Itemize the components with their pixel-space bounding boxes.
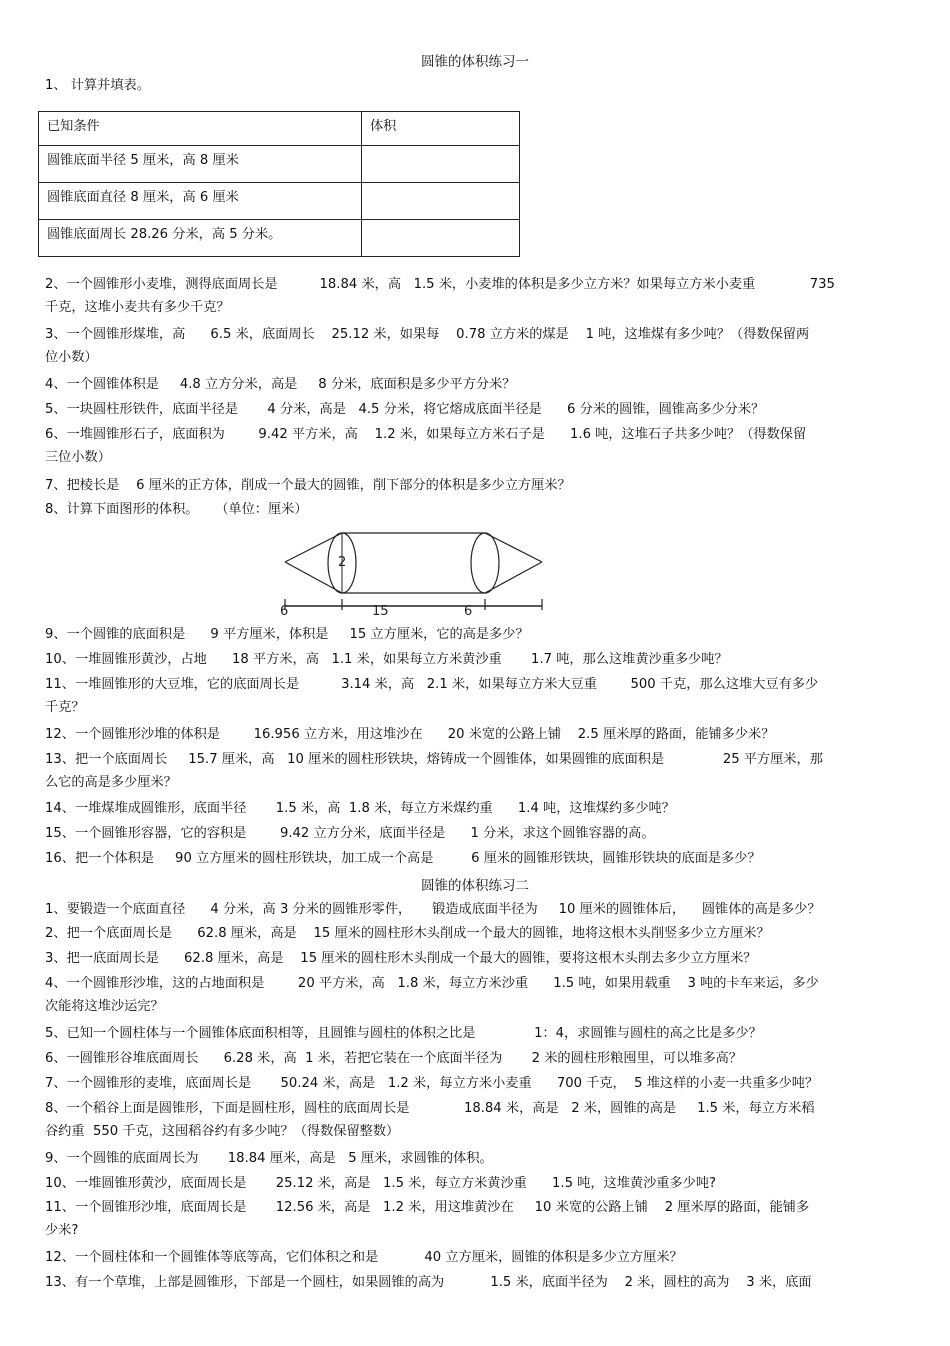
radius-label: 2: [338, 555, 347, 570]
question-4: 4、一个圆锥形沙堆，这的占地面积是 20 平方米，高 1.8 米，每立方米沙重 1.5 吨，如果用载重 3 吨的卡车来运，多少: [45, 976, 819, 991]
question-6: 6、一圆锥形谷堆底面周长 6.28 米，高 1 米，若把它装在一个底面半径为 2 米的圆柱形粮囤里，可以堆多高？: [45, 1051, 743, 1066]
question-5: 5、一块圆柱形铁件，底面半径是 4 分米，高是 4.5 分米，将它熔成底面半径是 6 分米的圆锥，圆锥高多少分米？: [45, 402, 765, 417]
question-6-cont: 三位小数）: [45, 450, 111, 465]
question-11-cont: 千克？: [45, 700, 85, 715]
table-cell-condition: 圆锥底面半径 5 厘米，高 8 厘米: [39, 146, 362, 183]
question-2: 2、把一个底面周长是 62.8 厘米，高是 15 厘米的圆柱形木头削成一个最大的圆锥，地将这根木头削竖多少立方厘米？: [45, 926, 770, 941]
question-3: 3、一个圆锥形煤堆，高 6.5 米，底面周长 25.12 米，如果每 0.78 立方米的煤是 1 吨，这堆煤有多少吨？（得数保留两: [45, 327, 810, 342]
question-13-cont: 么它的高是多少厘米？: [45, 775, 177, 790]
question-9: 9、一个圆锥的底面积是 9 平方厘米，体积是 15 立方厘米，它的高是多少？: [45, 627, 529, 642]
table-cell-condition: 圆锥底面直径 8 厘米，高 6 厘米: [39, 183, 362, 220]
right-cone-edge-bottom: [485, 562, 542, 593]
question-11: 11、一个圆锥形沙堆，底面周长是 12.56 米，高是 1.2 米，用这堆黄沙在 10 米宽的公路上铺 2 厘米厚的路面，能铺多: [45, 1200, 810, 1215]
question-16: 16、把一个体积是 90 立方厘米的圆柱形铁块，加工成一个高是 6 厘米的圆锥形铁块，圆锥形铁块的底面是多少？: [45, 851, 761, 866]
question-4: 4、一个圆锥体积是 4.8 立方分米，高是 8 分米，底面积是多少平方分米？: [45, 377, 516, 392]
question-8: 8、一个稻谷上面是圆锥形，下面是圆柱形，圆柱的底面周长是 18.84 米，高是 2 米，圆锥的高是 1.5 米，每立方米稻: [45, 1101, 815, 1116]
question-4-cont: 次能将这堆沙运完？: [45, 999, 164, 1014]
question-13: 13、把一个底面周长 15.7 厘米，高 10 厘米的圆柱形铁块，熔铸成一个圆锥体，如果圆锥的底面积是 25 平方厘米，那: [45, 752, 823, 767]
question-7: 7、一个圆锥形的麦堆，底面周长是 50.24 米，高是 1.2 米，每立方米小麦重 700 千克， 5 堆这样的小麦一共重多少吨？: [45, 1076, 819, 1091]
right-length-label: 6: [464, 604, 473, 618]
section-title: 圆锥的体积练习二: [421, 878, 529, 894]
question-7: 7、把棱长是 6 厘米的正方体，削成一个最大的圆锥，削下部分的体积是多少立方厘米？: [45, 478, 571, 493]
middle-length-label: 15: [372, 604, 389, 618]
question-13: 13、有一个草堆，上部是圆锥形，下部是一个圆柱，如果圆锥的高为 1.5 米，底面半径为 2 米，圆柱的高为 3 米，底面: [45, 1275, 812, 1290]
question-5: 5、已知一个圆柱体与一个圆锥体底面积相等，且圆锥与圆柱的体积之比是 1：4，求圆锥与圆柱的高之比是多少？: [45, 1026, 762, 1041]
question-11-cont: 少米?: [45, 1223, 79, 1238]
table-row: [39, 220, 520, 257]
question-11: 11、一堆圆锥形的大豆堆，它的底面周长是 3.14 米，高 2.1 米，如果每立方米大豆重 500 千克，那么这堆大豆有多少: [45, 677, 819, 692]
table-cell-condition: 圆锥底面周长 28.26 分米，高 5 分米。: [39, 220, 362, 257]
question-10: 10、一堆圆锥形黄沙，占地 18 平方米，高 1.1 米，如果每立方米黄沙重 1.7 吨，那么这堆黄沙重多少吨？: [45, 652, 728, 667]
left-cone-edge-top: [285, 533, 342, 562]
question-12: 12、一个圆锥形沙堆的体积是 16.956 立方米，用这堆沙在 20 米宽的公路上铺 2.5 厘米厚的路面，能铺多少米？: [45, 727, 775, 742]
right-base-ellipse: [471, 533, 499, 593]
left-length-label: 6: [280, 604, 289, 618]
page-title: 圆锥的体积练习一: [421, 54, 529, 70]
fill-table: [38, 111, 520, 257]
question-2-cont: 千克，这堆小麦共有多少千克？: [45, 300, 230, 315]
question-10: 10、一堆圆锥形黄沙，底面周长是 25.12 米，高是 1.5 米，每立方米黄沙重 1.5 吨，这堆黄沙重多少吨?: [45, 1176, 717, 1191]
table-header-row: [39, 112, 520, 146]
question-3: 3、把一底面周长是 62.8 厘米，高是 15 厘米的圆柱形木头削成一个最大的圆锥，要将这根木头削去多少立方厘米？: [45, 951, 757, 966]
question-6: 6、一堆圆锥形石子，底面积为 9.42 平方米，高 1.2 米，如果每立方米石子是 1.6 吨，这堆石子共多少吨？（得数保留: [45, 427, 807, 442]
question-14: 14、一堆煤堆成圆锥形，底面半径 1.5 米，高 1.8 米，每立方米煤约重 1.4 吨，这堆煤约多少吨？: [45, 801, 675, 816]
question-2: 2、一个圆锥形小麦堆，测得底面周长是 18.84 米，高 1.5 米，小麦堆的体积是多少立方米？如果每立方米小麦重 735: [45, 277, 835, 292]
left-cone-edge-bottom: [285, 562, 342, 593]
question-1: 1、 计算并填表。: [45, 78, 150, 93]
table-row: [39, 146, 520, 183]
right-cone-edge-top: [485, 533, 542, 562]
table-cell-answer[interactable]: [362, 146, 520, 183]
table-cell-answer[interactable]: [362, 220, 520, 257]
question-8-cont: 谷约重 550 千克，这囤稻谷约有多少吨？（得数保留整数）: [45, 1124, 400, 1139]
question-9: 9、一个圆锥的底面周长为 18.84 厘米，高是 5 厘米，求圆锥的体积。: [45, 1151, 493, 1166]
table-header-cell: 已知条件: [39, 112, 362, 146]
question-8: 8、计算下面图形的体积。 （单位：厘米）: [45, 502, 308, 517]
cone-cylinder-figure: [276, 526, 551, 618]
question-15: 15、一个圆锥形容器，它的容积是 9.42 立方分米，底面半径是 1 分米，求这个圆锥容器的高。: [45, 826, 655, 841]
question-12: 12、一个圆柱体和一个圆锥体等底等高，它们体积之和是 40 立方厘米，圆锥的体积是多少立方厘米？: [45, 1250, 683, 1265]
table-row: [39, 183, 520, 220]
table-cell-answer[interactable]: [362, 183, 520, 220]
table-header-cell: 体积: [362, 112, 520, 146]
question-3-cont: 位小数）: [45, 350, 98, 365]
question-1: 1、要锻造一个底面直径 4 分米，高 3 分米的圆锥形零件， 锻造成底面半径为 10 厘米的圆锥体后， 圆锥体的高是多少？: [45, 902, 821, 917]
